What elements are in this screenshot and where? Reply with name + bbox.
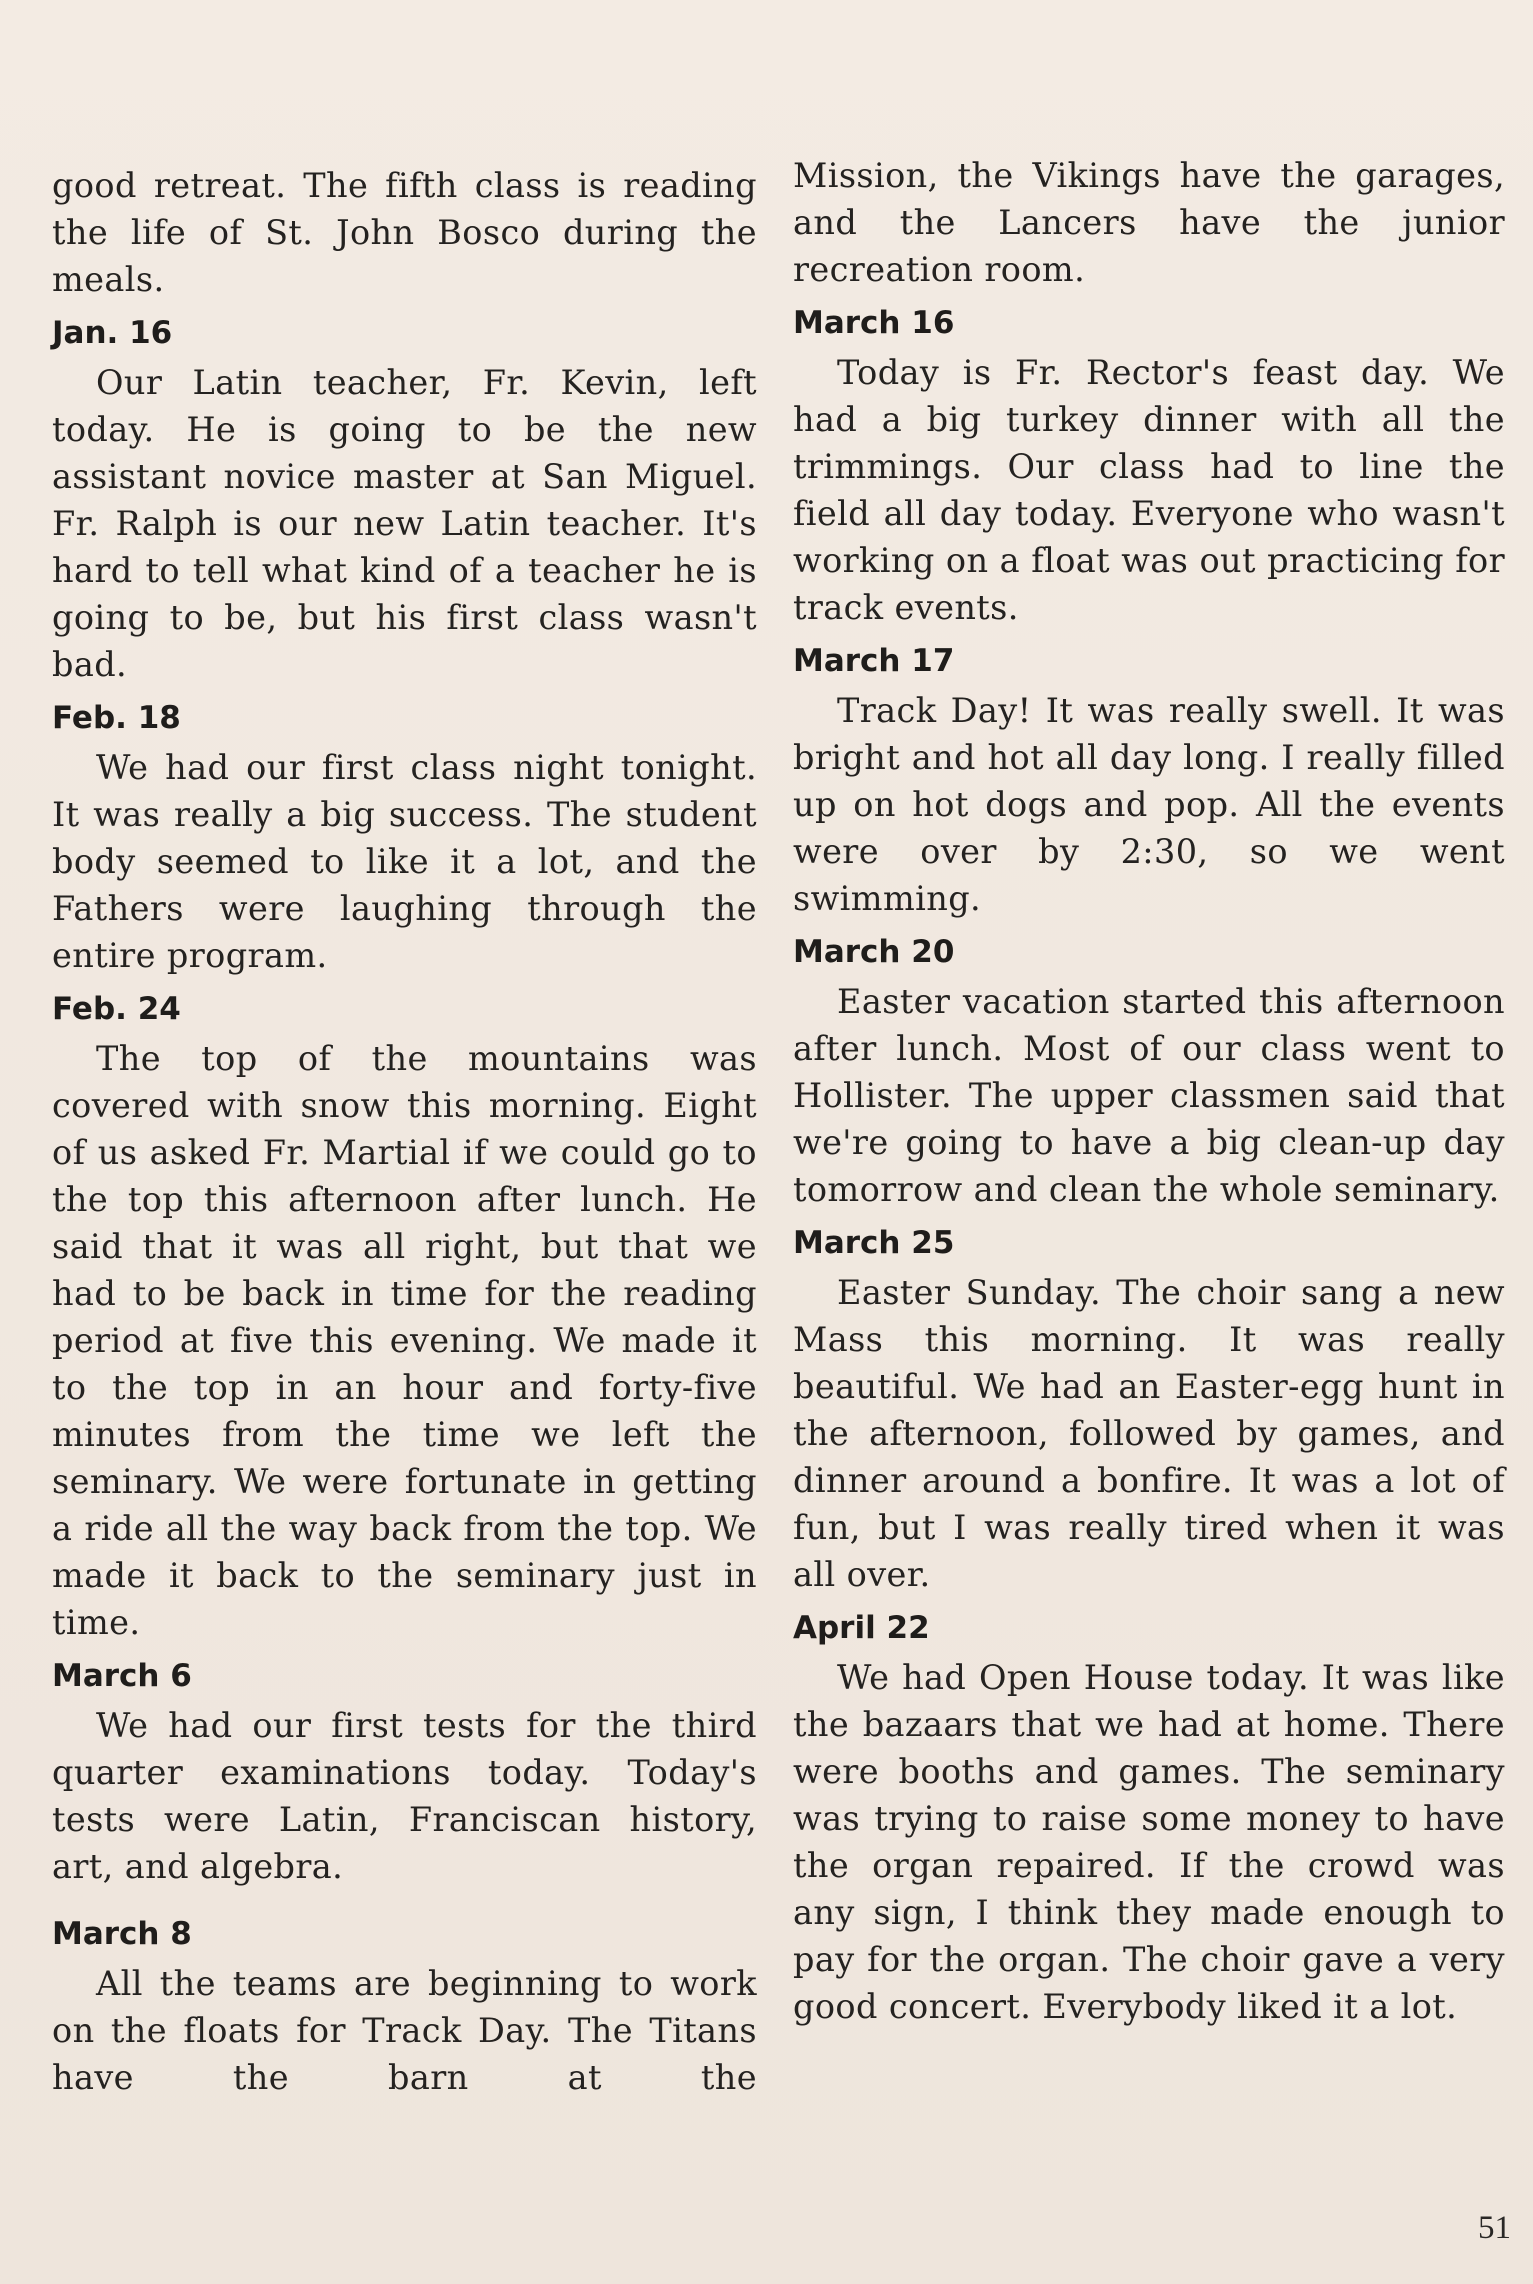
entry-date-heading: Feb. 18 [52, 700, 181, 736]
entry-date-heading: Feb. 24 [52, 991, 181, 1027]
entry-paragraph: We had our first tests for the third quarter examinations today. Today's tests were Latin, Franciscan history, art, and algebra. [52, 1706, 757, 1886]
entry-date-heading: April 22 [793, 1610, 930, 1646]
right-column [793, 152, 1505, 2030]
entry-date-heading: March 25 [793, 1225, 955, 1261]
entry-date-heading: March 6 [52, 1658, 192, 1694]
entry-date-heading: March 16 [793, 305, 955, 341]
entry-paragraph: We had Open House today. It was like the bazaars that we had at home. There were booths and games. The seminary was trying to raise some money to have the organ repaired. If the crowd was any sign, I think they made enough to pay for the organ. The choir gave a very good concert. Everybody liked it a lot. [793, 1658, 1505, 2026]
entry-date-heading: March 17 [793, 643, 955, 679]
entry-paragraph: Easter vacation started this afternoon after lunch. Most of our class went to Hollister. The upper classmen said that we're going to have a big clean-up day tomorrow and clean the whole seminary. [793, 982, 1505, 1209]
left-intro-paragraph: good retreat. The fifth class is reading the life of St. John Bosco during the meals. [52, 166, 757, 299]
left-column [52, 162, 757, 2101]
entry-date-heading: March 20 [793, 934, 955, 970]
entry-paragraph: We had our first class night tonight. It was really a big success. The student body seemed to like it a lot, and the Fathers were laughing through the entire program. [52, 748, 757, 975]
entry-paragraph: Today is Fr. Rector's feast day. We had a big turkey dinner with all the trimmings. Our class had to line the field all day today. Everyone who wasn't working on a float was out practicing for track events. [793, 353, 1505, 627]
entry-date-heading: March 8 [52, 1916, 192, 1952]
spacer [52, 1890, 757, 1904]
entry-paragraph: All the teams are beginning to work on the floats for Track Day. The Titans have the barn at the [52, 1964, 757, 2097]
entry-paragraph: The top of the mountains was covered with snow this morning. Eight of us asked Fr. Martial if we could go to the top this afternoon after lunch. He said that it was all right, but that we had to be back in time for the reading period at five this evening. We made it to the top in an hour and forty-five minutes from the time we left the seminary. We were fortunate in getting a ride all the way back from the top. We made it back to the seminary just in time. [52, 1039, 757, 1642]
entry-paragraph: Our Latin teacher, Fr. Kevin, left today. He is going to be the new assistant novice master at San Miguel. Fr. Ralph is our new Latin teacher. It's hard to tell what kind of a teacher he is going to be, but his first class wasn't bad. [52, 363, 757, 684]
right-intro-paragraph: Mission, the Vikings have the garages, and the Lancers have the junior recreation room. [793, 156, 1505, 289]
entry-paragraph: Easter Sunday. The choir sang a new Mass this morning. It was really beautiful. We had an Easter-egg hunt in the afternoon, followed by games, and dinner around a bonfire. It was a lot of fun, but I was really tired when it was all over. [793, 1273, 1505, 1594]
entry-date-heading: Jan. 16 [52, 315, 173, 351]
entry-paragraph: Track Day! It was really swell. It was bright and hot all day long. I really filled up on hot dogs and pop. All the events were over by 2:30, so we went swimming. [793, 691, 1505, 918]
page-number: 51 [1478, 2210, 1511, 2246]
